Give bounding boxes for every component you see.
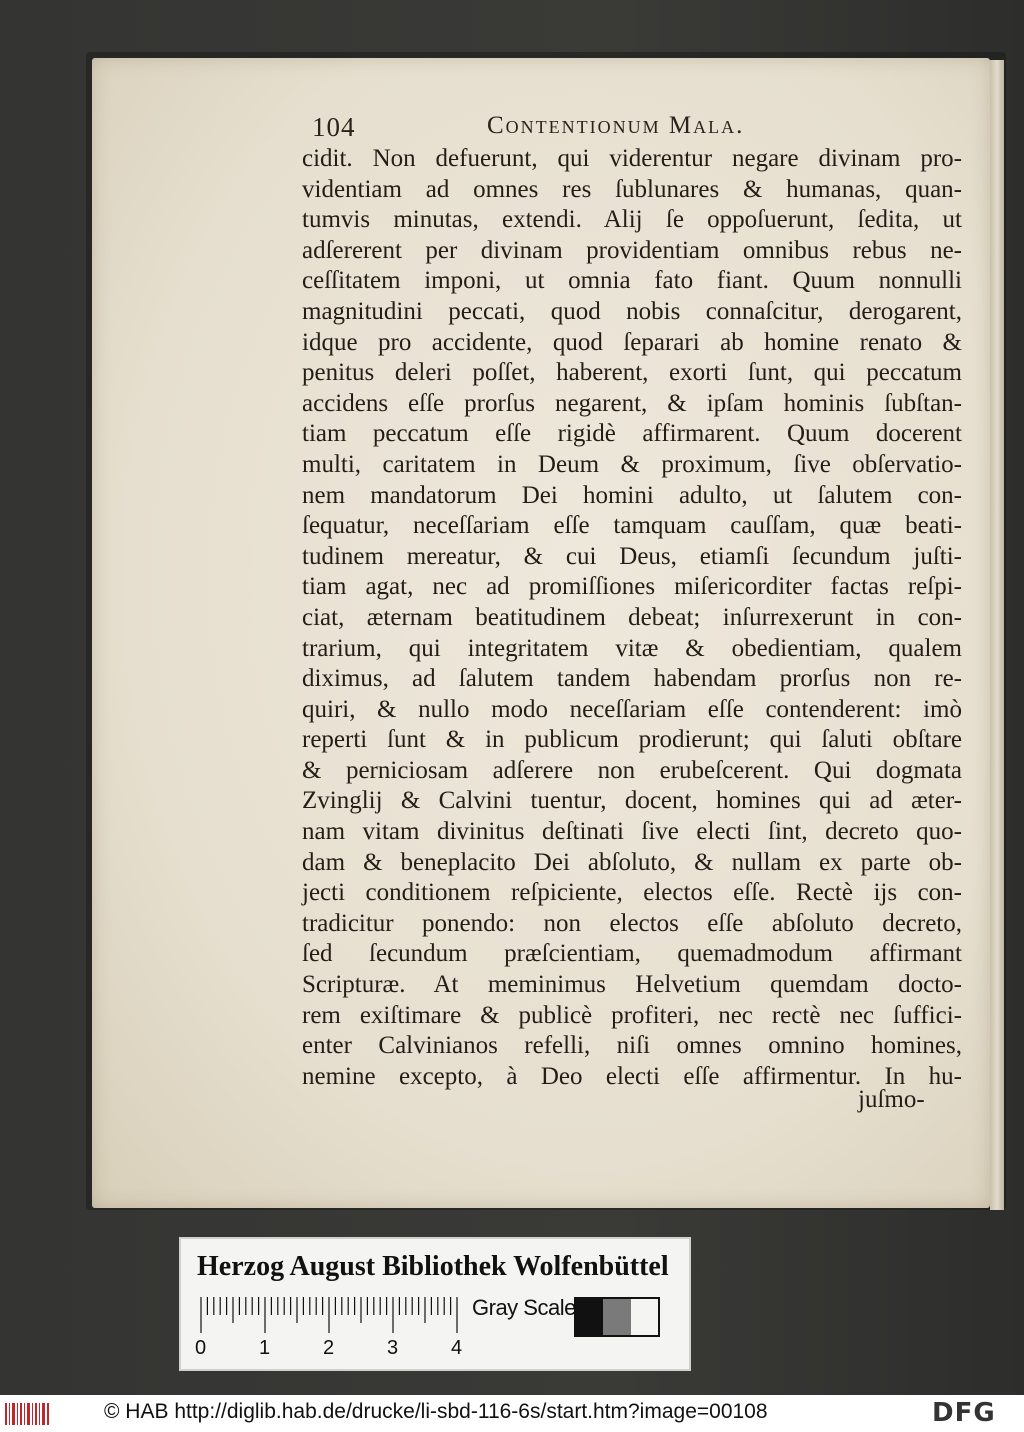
library-title: Herzog August Bibliothek Wolfenbüttel: [197, 1251, 669, 1282]
text-line: ſed ſecundum præſcientiam, quemadmodum affirmant: [302, 940, 962, 968]
gray-swatch: [603, 1299, 630, 1335]
text-line: ceſſitatem imponi, ut omnia fato fiant. Quum nonnulli: [302, 267, 962, 295]
text-line: Scripturæ. At meminimus Helvetium quemdam docto-: [302, 971, 962, 999]
text-line: nam vitam divinitus deſtinati ſive electi ſint, decreto quo-: [302, 818, 962, 846]
gray-swatch: [631, 1299, 658, 1335]
gray-swatch: [576, 1299, 603, 1335]
text-line: nem mandatorum Dei homini adulto, ut ſalutem con-: [302, 481, 962, 509]
text-line: tumvis minutas, extendi. Alij ſe oppoſuerunt, ſedita, ut: [302, 206, 962, 234]
text-line: ciat, æternam beatitudinem debeat; inſurrexerunt in con-: [302, 603, 962, 631]
ruler-number: 3: [387, 1337, 399, 1359]
dfg-logo: DFG: [932, 1398, 996, 1428]
body-text: [302, 144, 962, 1092]
text-line: tiam peccatum eſſe rigidè affirmarent. Quum docerent: [302, 420, 962, 448]
text-line: reperti ſunt & in publicum prodierunt; qui ſaluti obſtare: [302, 726, 962, 754]
text-line: jecti conditionem reſpiciente, electos eſſe. Rectè ijs con-: [302, 879, 962, 907]
text-line: magnitudini peccati, quod nobis connaſcitur, derogarent,: [302, 297, 962, 325]
text-line: diximus, ad ſalutem tandem habendam prorſus non re-: [302, 665, 962, 693]
ruler-number: 4: [451, 1337, 463, 1359]
text-line: videntiam ad omnes res ſublunares & humanas, quan-: [302, 175, 962, 203]
page-number: 104: [312, 112, 356, 142]
text-line: trarium, qui integritatem vitæ & obedientiam, qualem: [302, 634, 962, 662]
page-edge: [990, 60, 1004, 1210]
text-line: tudinem mereatur, & cui Deus, etiamſi ſecundum juſti-: [302, 542, 962, 570]
text-line: & perniciosam adſerere non erubeſcerent. Qui dogmata: [302, 756, 962, 784]
text-line: dam & beneplacito Dei abſoluto, & nullam ex parte ob-: [302, 848, 962, 876]
ruler-number: 0: [195, 1337, 207, 1359]
text-line: rem exiſtimare & publicè profiteri, nec rectè nec ſuffici-: [302, 1001, 962, 1029]
footer-url[interactable]: © HAB http://diglib.hab.de/drucke/li-sbd-116-6s/start.htm?image=00108: [104, 1400, 768, 1423]
text-line: idque pro accidente, quod ſeparari ab homine renato &: [302, 328, 962, 356]
gray-scale-label: Gray Scale: [472, 1295, 576, 1320]
text-line: ſequatur, neceſſariam eſſe tamquam cauſſam, quæ beati-: [302, 512, 962, 540]
running-head: Contentionum Mala.: [487, 112, 745, 139]
text-line: quiri, & nullo modo neceſſariam eſſe contenderent: imò: [302, 695, 962, 723]
text-line: tradicitur ponendo: non electos eſſe abſoluto decreto,: [302, 909, 962, 937]
text-line: Zvinglij & Calvini tuentur, docent, homines qui ad æter-: [302, 787, 962, 815]
ruler-numbers: [195, 1337, 475, 1361]
text-line: multi, caritatem in Deum & proximum, ſive obſervatio-: [302, 450, 962, 478]
text-line: tiam agat, nec ad promiſſiones miſericorditer factas reſpi-: [302, 573, 962, 601]
text-line: enter Calvinianos refelli, niſi omnes omnino homines,: [302, 1032, 962, 1060]
text-line: accidens eſſe prorſus negarent, & ipſam hominis ſubſtan-: [302, 389, 962, 417]
barcode-icon: [4, 1401, 50, 1427]
ruler-number: 2: [323, 1337, 335, 1359]
text-line: penitus deleri poſſet, haberent, exorti ſunt, qui peccatum: [302, 359, 962, 387]
gray-scale-swatches: [574, 1297, 660, 1337]
text-line: adſererent per divinam providentiam omnibus rebus ne-: [302, 236, 962, 264]
ruler-number: 1: [259, 1337, 271, 1359]
library-label-card: [179, 1237, 691, 1371]
text-line: nemine excepto, à Deo electi eſſe affirmentur. In hu-: [302, 1062, 962, 1090]
page-header: [312, 112, 962, 148]
ruler-scale: [199, 1295, 464, 1335]
catchword: juſmo-: [858, 1086, 925, 1113]
footer-bar: [0, 1395, 1024, 1432]
text-line: cidit. Non defuerunt, qui viderentur negare divinam pro-: [302, 145, 962, 172]
